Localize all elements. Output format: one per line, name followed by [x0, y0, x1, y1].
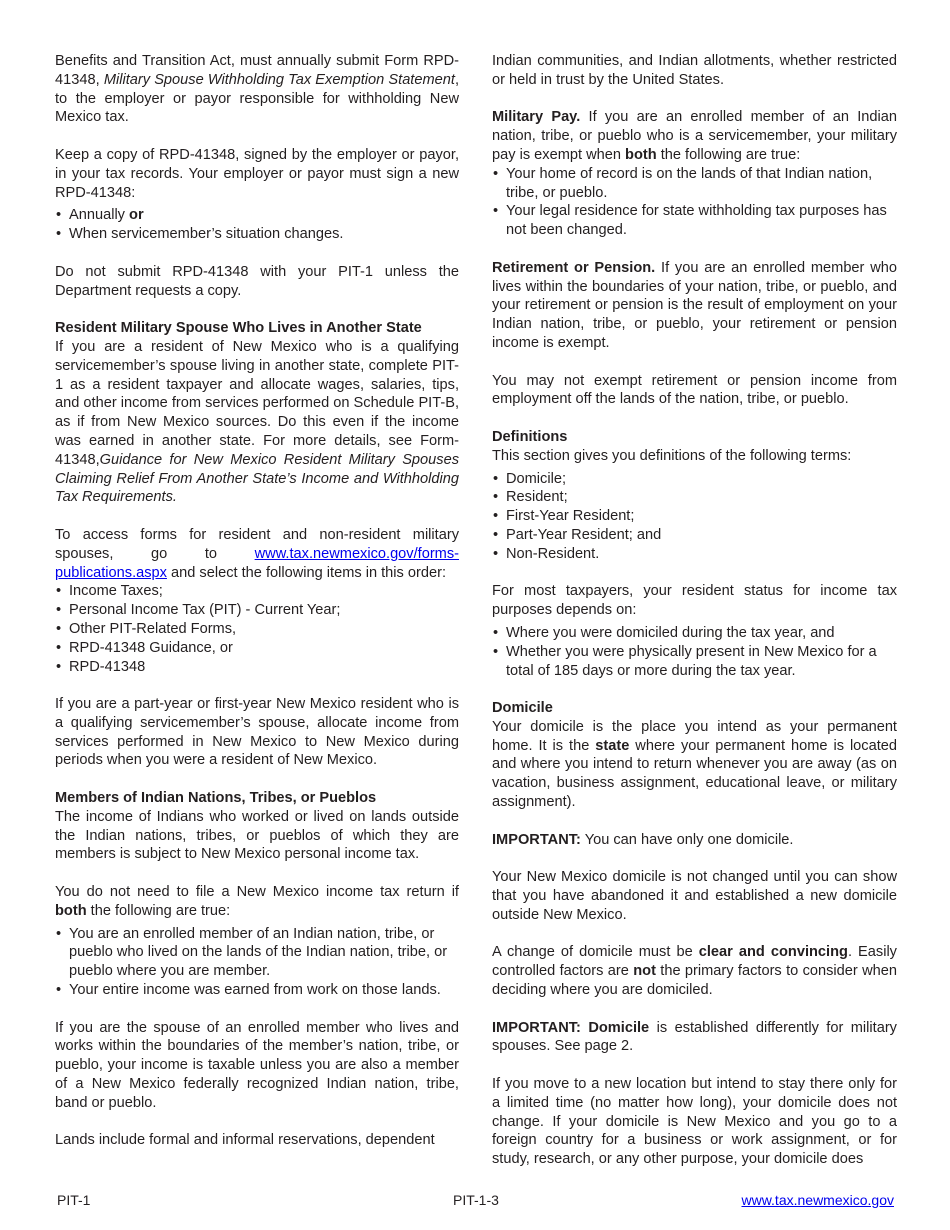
military-pay-conditions-list [492, 165, 897, 240]
paragraph-military-spouse-domicile: IMPORTANT: Domicile is established differently for military spouses. See page 2. [492, 1019, 897, 1055]
forms-publications-link[interactable]: www.tax.newmexico.gov/forms-publications.aspx [55, 545, 459, 581]
right-column [492, 52, 897, 1188]
list-item: • Your legal residence for state withholding tax purposes has not been changed. [492, 202, 897, 240]
heading-domicile: Domicile [492, 700, 553, 717]
list-item: • Whether you were physically present in New Mexico for a total of 185 days or more during the tax year. [492, 643, 897, 681]
resident-status-list [492, 624, 897, 680]
paragraph-domicile-definition: Your domicile is the place you intend as your permanent home. It is the state where your permanent home is located and where you intend to return whenever you are away (as on vacation, business assignment, educational leave, or military assignment). [492, 718, 897, 811]
paragraph-resident-spouse: If you are a resident of New Mexico who is a qualifying servicemember’s spouse living in another state, complete PIT-1 as a resident taxpayer and allocate wages, salaries, tips, and other income from services performed on Schedule PIT-B, as if from New Mexico sources. Do this even if the income was earned in another state. For more details, see Form-41348,Guidance for New Mexico Resident Military Spouses Claiming Relief From Another State’s Income and Withholding Tax Requirements. [55, 338, 459, 506]
list-item: • RPD-41348 Guidance, or [55, 639, 459, 658]
paragraph-one-domicile: IMPORTANT: You can have only one domicile. [492, 831, 794, 848]
paragraph-exemption-statement: Benefits and Transition Act, must annually submit Form RPD-41348, Military Spouse Withholding Tax Exemption Statement, to the employer or payor responsible for withholding New Mexico tax. [55, 53, 459, 126]
no-file-conditions-list [55, 925, 459, 1000]
paragraph-change-of-domicile: A change of domicile must be clear and convincing. Easily controlled factors are not the primary factors to consider when deciding where you are domiciled. [492, 944, 897, 999]
paragraph-part-year-spouse: If you are a part-year or first-year New Mexico resident who is a qualifying servicemember’s spouse, allocate income from services performed in New Mexico to New Mexico during periods when you were a resident of New Mexico. [55, 696, 459, 769]
paragraph-domicile-not-changed: Your New Mexico domicile is not changed until you can show that you have abandoned it and established a new domicile outside New Mexico. [492, 869, 897, 923]
footer-form-name: PIT-1 [57, 1192, 91, 1208]
footer-website-link[interactable]: www.tax.newmexico.gov [741, 1192, 894, 1208]
form-title: Military Spouse Withholding Tax Exemption Statement [103, 71, 455, 88]
paragraph-indian-communities: Indian communities, and Indian allotments, whether restricted or held in trust by the United States. [492, 53, 897, 88]
list-item: • Where you were domiciled during the tax year, and [492, 624, 897, 643]
paragraph-spouse-of-member: If you are the spouse of an enrolled member who lives and works within the boundaries of the member’s nation, tribe, or pueblo, your income is taxable unless you are also a member of a New Mexico federally recognized Indian nation, tribe, band or pueblo. [55, 1019, 459, 1111]
paragraph-definitions-intro: This section gives you definitions of the following terms: [492, 447, 852, 464]
list-item: • Income Taxes; [55, 582, 459, 601]
paragraph-do-not-submit: Do not submit RPD-41348 with your PIT-1 unless the Department requests a copy. [55, 263, 459, 299]
paragraph-resident-status: For most taxpayers, your resident status for income tax purposes depends on: [492, 583, 897, 619]
list-item: • You are an enrolled member of an Indian nation, tribe, or pueblo who lived on the lands of the Indian nation, tribe, or pueblo where you are member. [55, 925, 459, 981]
left-column [55, 52, 459, 1169]
list-item: • Your entire income was earned from work on those lands. [55, 981, 459, 1000]
definitions-list [492, 470, 897, 564]
list-item: • Other PIT-Related Forms, [55, 620, 459, 639]
heading-resident-military-spouse: Resident Military Spouse Who Lives in Another State [55, 320, 422, 337]
footer-page-number: PIT-1-3 [453, 1192, 499, 1208]
list-item: • Non-Resident. [492, 545, 897, 564]
list-item: • Annually or [55, 206, 459, 225]
paragraph-no-exempt-retirement: You may not exempt retirement or pension income from employment off the lands of the nation, tribe, or pueblo. [492, 372, 897, 408]
list-item: • Your home of record is on the lands of that Indian nation, tribe, or pueblo. [492, 165, 897, 203]
list-item: • Part-Year Resident; and [492, 526, 897, 545]
paragraph-indian-income: The income of Indians who worked or lived on lands outside the Indian nations, tribes, or pueblos of which they are members is subject to New Mexico personal income tax. [55, 808, 459, 863]
paragraph-access-forms: To access forms for resident and non-resident military spouses, go to www.tax.newmexico.gov/forms-publications.aspx and select the following items in this order: [55, 526, 459, 581]
list-item: • Personal Income Tax (PIT) - Current Year; [55, 601, 459, 620]
signing-conditions-list [55, 206, 459, 244]
list-item: • RPD-41348 [55, 658, 459, 677]
list-item: • Resident; [492, 488, 897, 507]
paragraph-temporary-move: If you move to a new location but intend to stay there only for a limited time (no matter how long), your domicile does not change. If your domicile is New Mexico and you go to a foreign country for a business or work assignment, or for study, research, or any other purpose, your domicile does [492, 1076, 897, 1168]
list-item: • First-Year Resident; [492, 507, 897, 526]
list-item: • When servicemember’s situation changes. [55, 225, 459, 244]
guidance-title: Guidance for New Mexico Resident Military Spouses Claiming Relief From Another State’s Income and Withholding Tax Requirements. [55, 451, 459, 506]
paragraph-lands-include: Lands include formal and informal reservations, dependent [55, 1132, 435, 1149]
paragraph-retirement-pension: Retirement or Pension. If you are an enrolled member who lives within the boundaries of your nation, tribe, or pueblo, and your retirement or pension is the result of employment on your Indian nation, tribe, or pueblo, your retirement or pension income is exempt. [492, 259, 897, 351]
heading-indian-nations: Members of Indian Nations, Tribes, or Pueblos [55, 790, 377, 807]
paragraph-keep-copy: Keep a copy of RPD-41348, signed by the employer or payor, in your tax records. Your employer or payor must sign a new RPD-41348: [55, 146, 459, 201]
heading-definitions: Definitions [492, 428, 568, 445]
paragraph-military-pay: Military Pay. If you are an enrolled member of an Indian nation, tribe, or pueblo who is a servicemember, your military pay is exempt when both the following are true: [492, 109, 897, 163]
paragraph-no-need-to-file: You do not need to file a New Mexico income tax return if both the following are true: [55, 884, 459, 919]
list-item: • Domicile; [492, 470, 897, 489]
forms-selection-list [55, 582, 459, 676]
